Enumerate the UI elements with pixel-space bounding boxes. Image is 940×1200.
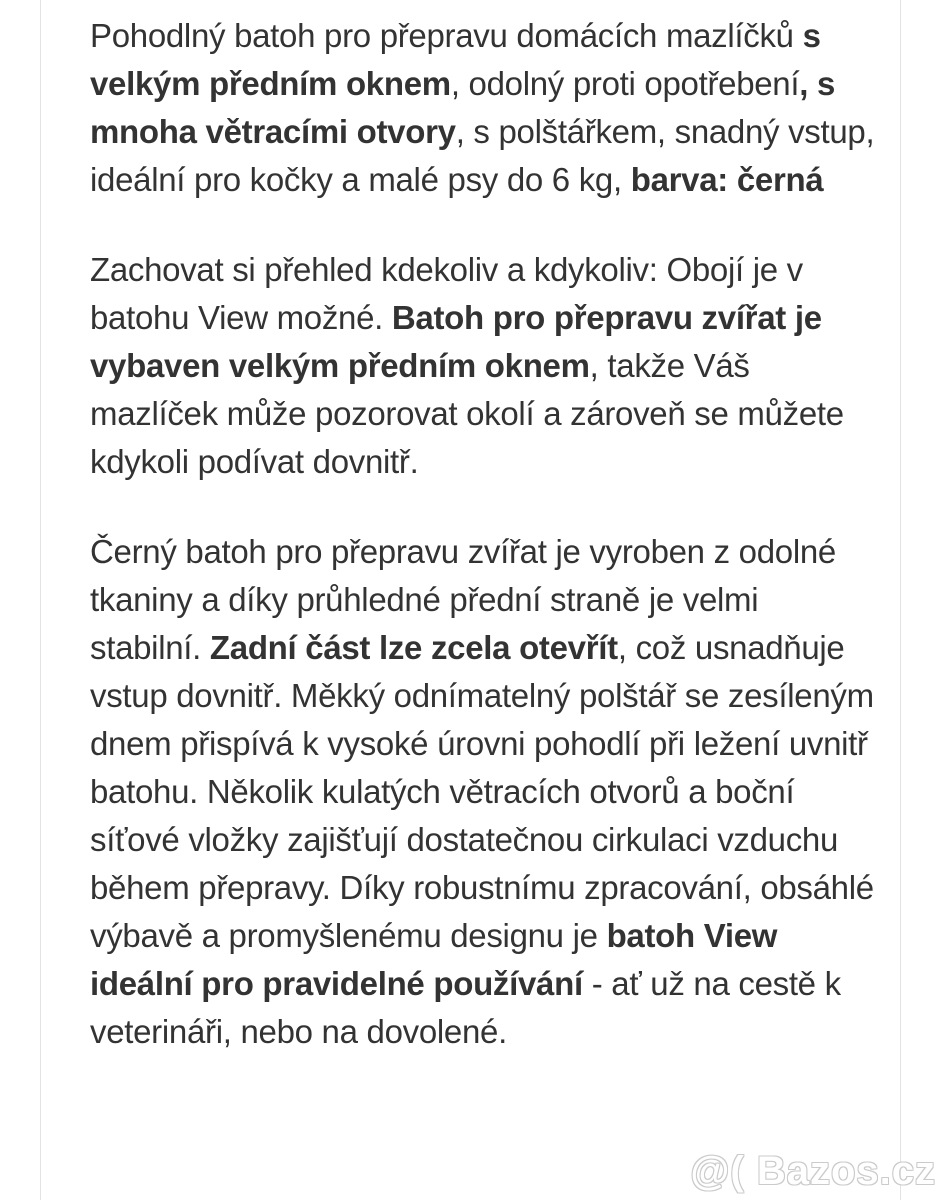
- description-paragraph: [90, 528, 875, 1056]
- description-segment-bold: barva: černá: [630, 161, 824, 198]
- description-paragraph: [90, 246, 875, 486]
- description-segment-bold: batoh View ideální pro pravidelné používání: [90, 917, 778, 1002]
- description-segment: Černý batoh pro přepravu zvířat je vyroben z odolné tkaniny a díky průhledné přední straně je velmi stabilní.: [90, 533, 836, 666]
- card-border-left: [40, 0, 41, 1200]
- description-paragraph: [90, 12, 875, 204]
- description-segment: , odolný proti opotřebení: [450, 65, 800, 102]
- description-segment: - ať už na cestě k veterináři, nebo na dovolené.: [90, 965, 841, 1050]
- bazos-watermark: @( Bazos.cz: [690, 1149, 936, 1193]
- description-segment: , s polštářkem, snadný vstup, ideální pro kočky a malé psy do 6 kg,: [90, 113, 875, 198]
- description-segment-bold: Zadní část lze zcela otevřít: [209, 629, 618, 666]
- description-segment-bold: , s mnoha větracími otvory: [90, 65, 836, 150]
- listing-description-text: [90, 12, 875, 1098]
- description-segment: Zachovat si přehled kdekoliv a kdykoliv: Obojí je v batohu View možné.: [90, 251, 803, 336]
- description-segment-bold: s velkým předním oknem: [90, 17, 821, 102]
- card-border-right: [900, 0, 901, 1200]
- description-segment-bold: Batoh pro přepravu zvířat je vybaven velkým předním oknem: [90, 299, 822, 384]
- description-segment: Pohodlný batoh pro přepravu domácích mazlíčků: [90, 17, 803, 54]
- description-segment: , takže Váš mazlíček může pozorovat okolí a zároveň se můžete kdykoli podívat dovnitř.: [90, 347, 844, 480]
- description-segment: , což usnadňuje vstup dovnitř. Měkký odnímatelný polštář se zesíleným dnem přispívá k vysoké úrovni pohodlí při ležení uvnitř batohu. Několik kulatých větracích otvorů a boční síťové vložky zajišťují dostatečnou cirkulaci vzduchu během přepravy. Díky robustnímu zpracování, obsáhlé výbavě a promyšlenému designu je: [90, 629, 874, 954]
